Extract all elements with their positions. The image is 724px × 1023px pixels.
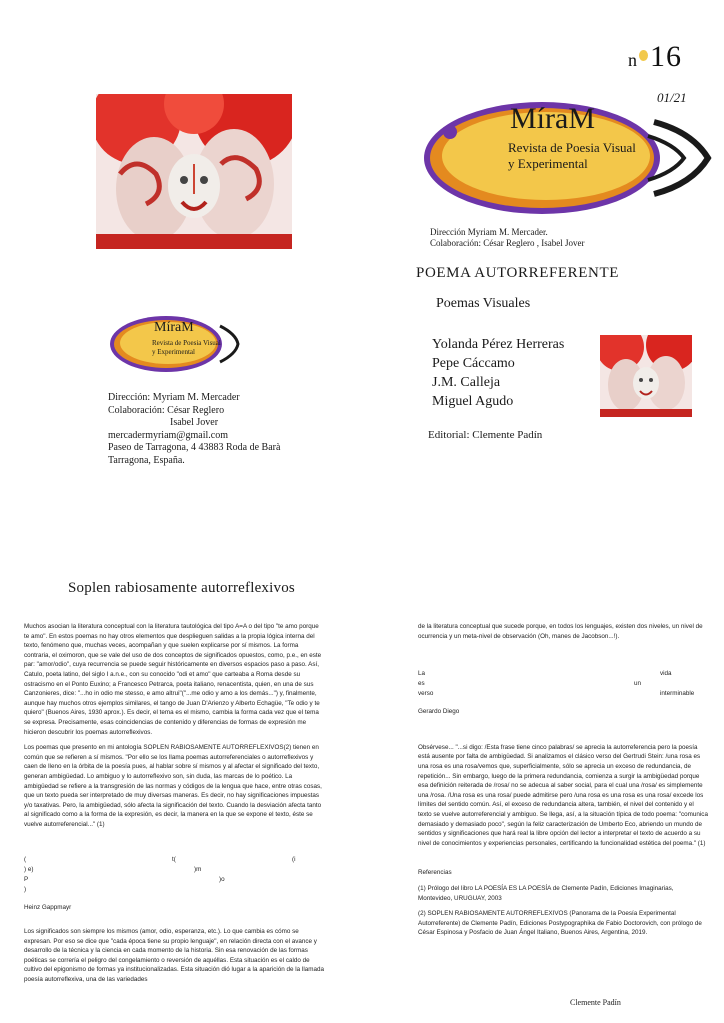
masthead-credits bbox=[430, 227, 584, 249]
paragraph: Los poemas que presento en mi antología SOPLEN RABIOSAMENTE AUTORREFLEXIVOS(2) tienen en común que se refieren a sí mismos. "Por ello se los llama poemas autorreferenciales o autorreflexivos y caen de lleno en la órbita de la poesía pues, al hablar sobre sí mismos y al afectar el significado del texto, generan ambigüedad. Lo ambiguo y lo autorreflexivo son, sin duda, las marcas de lo poético. La ambigüedad se refiere a la transgresión de las normas y códigos de la lengua que hace, entre otras cosas, que un texto pueda ser interpretado de muy diversas maneras. Es decir, no hay significaciones impuestas y/o taxativas. Pero, la ambigüedad, sólo afecta la significación del texto. Cuando la desviación afecta tanto al significado como a la forma de la expresión, es decir, la manera en la que se expone el texto, éste se vuelve autorreferencial..." (1) bbox=[24, 744, 322, 828]
poem-fragment: )m bbox=[194, 866, 202, 874]
small-logo-sub1: Revista de Poesia Visual bbox=[152, 339, 221, 347]
poem-section-subtitle: Poemas Visuales bbox=[436, 296, 531, 311]
visual-poem-row bbox=[418, 679, 708, 689]
visual-poem-row bbox=[24, 865, 324, 875]
article-column-left bbox=[24, 622, 324, 991]
contact-address: Paseo de Tarragona, 4 43883 Roda de Barà bbox=[108, 442, 281, 453]
reference-item: (1) Prólogo del libro LA POESÍA ES LA POESÍA de Clemente Padín, Ediciones Imaginarias, Montevideo, URUGUAY, 2003 bbox=[418, 884, 674, 902]
small-logo-sub2: y Experimental bbox=[152, 348, 195, 356]
contact-email[interactable]: mercadermyriam@gmail.com bbox=[108, 429, 228, 441]
references-heading: Referencias bbox=[418, 869, 452, 877]
yellow-dot-icon bbox=[639, 50, 648, 61]
article-title: Soplen rabiosamente autorreflexivos bbox=[68, 580, 295, 596]
poem-fragment: ) e) bbox=[24, 866, 34, 874]
reference-item: (2) SOPLEN RABIOSAMENTE AUTORREFLEXIVOS (Panorama de la Poesía Experimental Autorreferente) de Clemente Padín, Ediciones Postypographika de Fabio Doctorovich, con prólogo de César Espinosa y Posfacio de Juan Ángel Italiano, Buenos Aires, Argentina, 2019. bbox=[418, 910, 702, 937]
miram-logo-large bbox=[422, 92, 712, 222]
contact-collab-2: Isabel Jover bbox=[170, 417, 219, 428]
clown-illustration-small bbox=[600, 335, 692, 417]
visual-poem-row bbox=[24, 875, 324, 885]
article-column-right bbox=[418, 622, 708, 944]
contact-block bbox=[108, 392, 280, 467]
poem-section-title: POEMA AUTORREFERENTE bbox=[416, 265, 619, 281]
logo-title: MíraM bbox=[510, 102, 595, 135]
issue-prefix: n bbox=[628, 50, 638, 70]
editorial-credit: Editorial: Clemente Padín bbox=[428, 429, 543, 441]
poem-fragment: un bbox=[634, 680, 642, 688]
poem-author: Gerardo Diego bbox=[418, 708, 460, 716]
poem-fragment: ) bbox=[24, 886, 27, 894]
poem-fragment: (i bbox=[292, 856, 296, 864]
contact-collab: Colaboración: César Reglero bbox=[108, 404, 225, 416]
author-item: Miguel Agudo bbox=[432, 394, 514, 409]
clown-image-small bbox=[600, 335, 692, 417]
poem-fragment: t( bbox=[172, 856, 176, 864]
poem-fragment: )o bbox=[219, 876, 225, 884]
paragraph: Obsérvese... "...si digo: /Esta frase tiene cinco palabras/ se aprecia la autorreferencia pero la poesía está ausente por falta de ambigüedad. Si analizamos el clásico verso del Gertrudi Stein: /una rosa es una rosa es una rosa/vemos que, superficialmente, sólo se aprecia un exceso de redundancia, de repetición... Sin embargo, luego de la primera redundancia, comienza a surgir la ambigüedad porque esa definición reiterada de /rosa/ no se adecua al saber social, para el cual una /rosa/ es simplemente una /rosa. /Una rosa es una rosa/ puede admitirse pero /una rosa es una rosa es una rosa/ excede los límites del sentido común. Así, el exceso de redundancia altera, también, el nivel del contenido y el texto se vuelve autorreferencial y ambiguo. Se llega, así, a la situación típica de todo poema: "comunica demasiado y demasiado poco", según la feliz caracterización de Umberto Eco, abriendo un mundo de sentidos y significaciones que hará real la libre opción del lector a interpretar el texto de acuerdo a su nivel de conocimientos y experiencias personales, certificando la funcionalidad estética del poema." (1) bbox=[418, 743, 708, 847]
visual-poem-row bbox=[418, 689, 708, 699]
clown-image-large bbox=[96, 94, 292, 249]
author-item: Yolanda Pérez Herreras bbox=[432, 337, 565, 352]
paragraph: Los significados son siempre los mismos (amor, odio, esperanza, etc.). Lo que cambia es cómo se expresan. Por eso se dice que "cada época tiene su propio lenguaje", en relación directa con el avance y desarrollo de la técnica y la ciencia en cada momento de la historia. Sin esa renovación de las formas poéticas se correría el peligro del congelamiento o reversión de aquéllas. Esta situación es el caldo de cultivo del epigonismo de formas ya institucionalizadas. Esta situación dió lugar a la aparición de la llamada poesía autorreflexiva, una de las variedades bbox=[24, 928, 324, 984]
logo-subtitle-2: y Experimental bbox=[508, 156, 588, 171]
poem-fragment: interminable bbox=[660, 690, 695, 698]
contact-city: Tarragona, España. bbox=[108, 454, 185, 466]
issue-date: 01/21 bbox=[657, 90, 687, 105]
clown-illustration bbox=[96, 94, 292, 249]
paragraph: Muchos asocian la literatura conceptual con la literatura tautológica del tipo A=A o del tipo "te amo porque te amo". En estos poemas no hay otros elementos que desplieguen salidas a la propia lógica interna del texto, fenómeno que, muchas veces, acompañan y que suelen explicarse por sí mismos. La forma contraria, el oximoron, que se vale del uso de dos conceptos de significados opuestos, como, p.e., en este par: "amor/odio", cuya recurrencia se puede seguir históricamente en diversos espacios paso a paso. Así, Catulo, poeta latino, del siglo I a.n.e., con su conocido "odi et amo" que carteaba a Roma desde su ostracismo en el Ponto Euxino; a Francesco Petrarca, poeta italiano, renacentista, quien, en una de sus Canzonieres, dice: "...ho in odio me stesso, e amo altrui"("...me odio y amo a los demás...") y, finalmente, aunque hay muchos otros ejemplos similares, el tango de Juan D'Arienzo y Alberto Echagüe, "Te odio y te quiero" (Buenos Aires, 1930 aprox.). Es decir, el tema es el mismo, cambia la forma cada vez que el tema se expresa. Precisamente, esas coincidencias de contenido y diferencias de formas de expresión me hicieron descubrir los poemas autorreflexivos. bbox=[24, 623, 322, 736]
issue-number-value: 16 bbox=[650, 40, 682, 73]
paragraph: de la literatura conceptual que sucede porque, en todos los lenguajes, existen dos niveles, un nivel de ocurrencia y un meta-nivel de observación (Oh, manes de Jacobson...!). bbox=[418, 623, 703, 640]
author-item: Pepe Cáccamo bbox=[432, 356, 515, 371]
poem-fragment: verso bbox=[418, 690, 434, 698]
poem-fragment: ( bbox=[24, 856, 27, 864]
poem-author: Heinz Gappmayr bbox=[24, 904, 72, 912]
article-signature: Clemente Padín bbox=[570, 998, 621, 1007]
author-list bbox=[432, 335, 564, 411]
contact-direction: Dirección: Myriam M. Mercader bbox=[108, 392, 240, 403]
direction-line: Dirección Myriam M. Mercader. bbox=[430, 227, 548, 237]
author-item: J.M. Calleja bbox=[432, 375, 501, 390]
issue-number bbox=[628, 40, 682, 74]
logo-subtitle-1: Revista de Poesia Visual bbox=[508, 140, 636, 155]
visual-poem-row bbox=[418, 669, 708, 679]
poem-fragment: es bbox=[418, 680, 425, 688]
visual-poem-row bbox=[24, 885, 324, 895]
miram-logo-small bbox=[108, 312, 240, 376]
poem-fragment: P bbox=[24, 876, 29, 884]
collab-line: Colaboración: César Reglero , Isabel Jover bbox=[430, 238, 585, 248]
small-logo-title: MíraM bbox=[154, 320, 194, 335]
visual-poem-row bbox=[24, 855, 324, 865]
poem-fragment: vida bbox=[660, 670, 672, 678]
poem-fragment: La bbox=[418, 670, 426, 678]
